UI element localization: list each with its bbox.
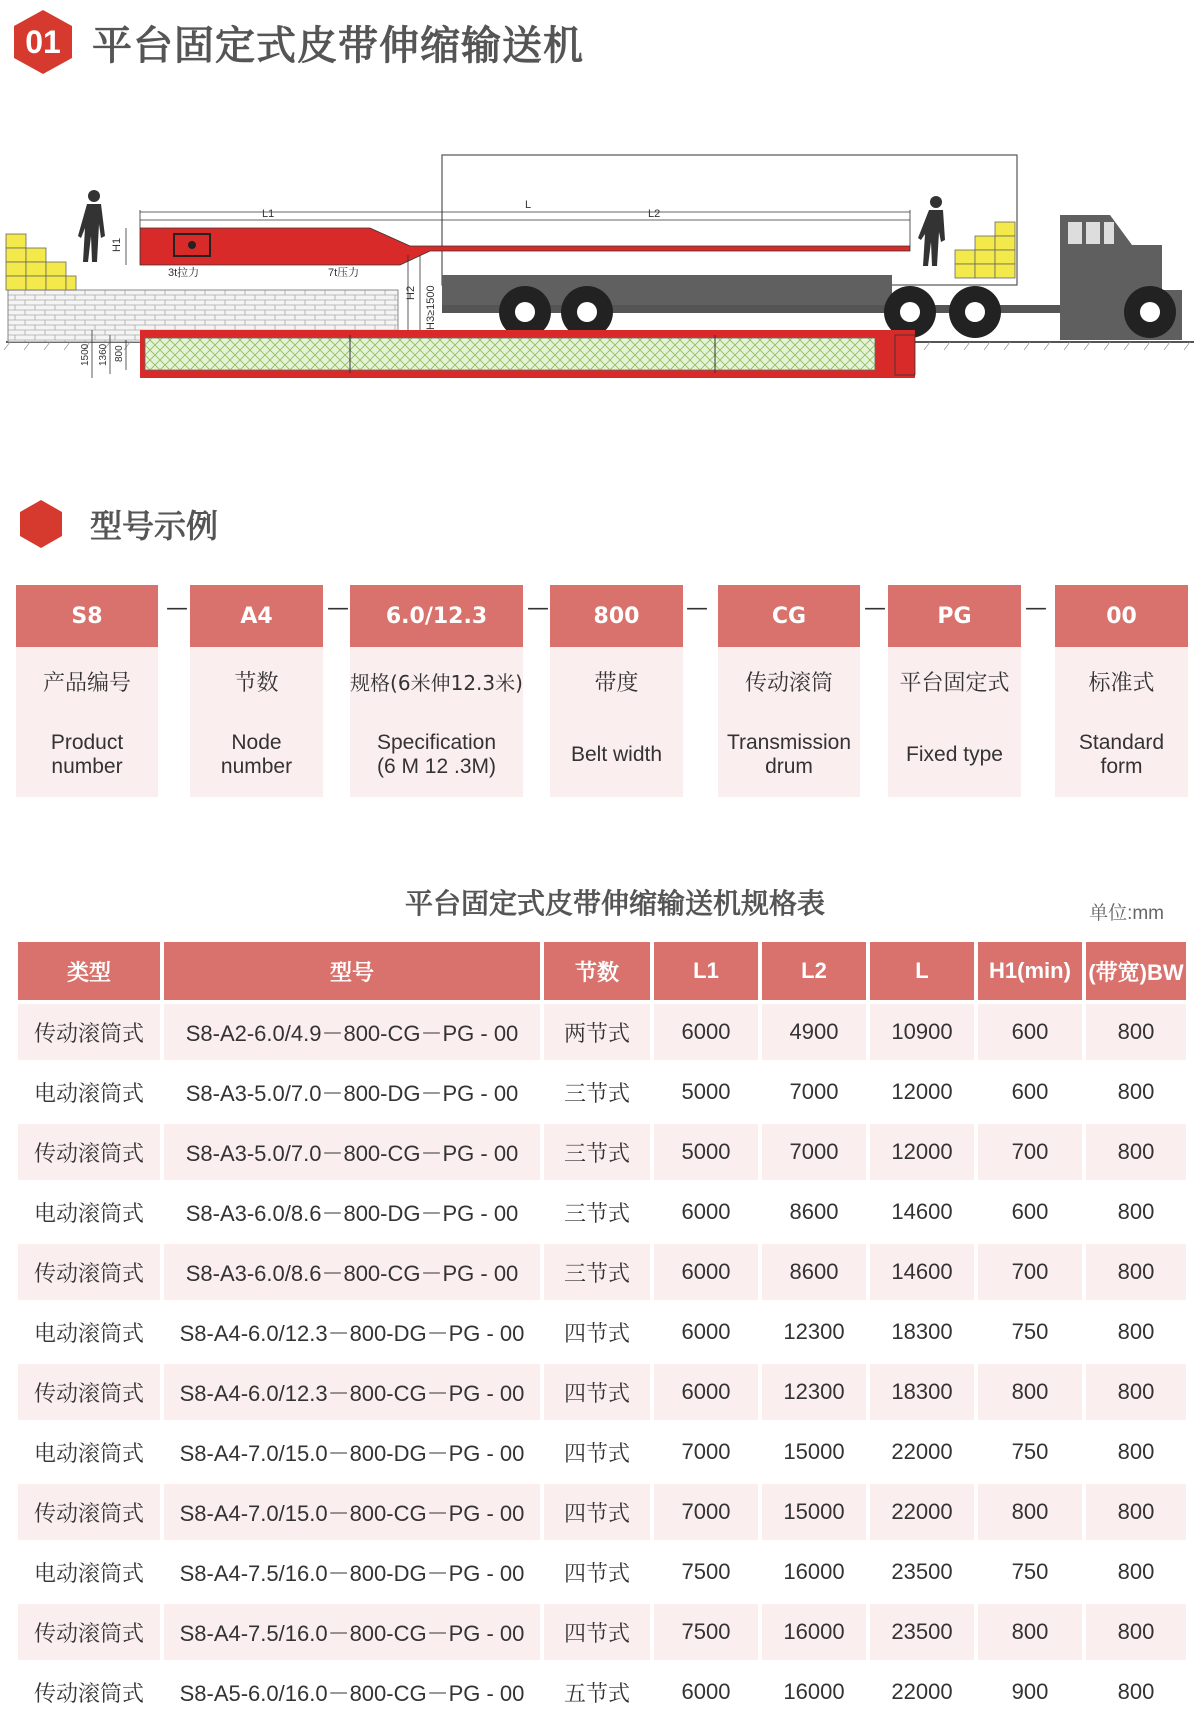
model-part-cg [718,585,860,797]
model-part-a4 [190,585,323,797]
force-label-3t: 3t拉力 [168,267,200,279]
column-header: (带宽)BW [1086,942,1186,1000]
dim-label-1500: 1500 [80,343,91,366]
table-cell: 6000 [654,1184,758,1240]
table-cell: 7000 [762,1064,866,1120]
table-cell: 16000 [762,1664,866,1720]
table-cell: 传动滚筒式 [18,1124,160,1180]
table-row [18,1184,1186,1240]
table-cell: 12300 [762,1364,866,1420]
model-cn-label: 标准式 [1088,670,1155,696]
table-cell: S8-A4-6.0/12.3－800-DG－PG - 00 [164,1304,540,1360]
table-cell: 6000 [654,1364,758,1420]
dim-label-1360: 1360 [98,343,109,366]
model-code: S8 [16,585,158,647]
model-code: A4 [190,585,323,647]
hexagon-icon [18,498,64,550]
table-cell: S8-A3-5.0/7.0－800-CG－PG - 00 [164,1124,540,1180]
table-row [18,1364,1186,1420]
table-cell: 12300 [762,1304,866,1360]
table-cell: 800 [1086,1004,1186,1060]
table-cell: 18300 [870,1304,974,1360]
table-cell: S8-A5-6.0/16.0－800-CG－PG - 00 [164,1664,540,1720]
section-number-badge [12,8,74,76]
table-cell: 800 [1086,1424,1186,1480]
table-cell: 7000 [654,1424,758,1480]
model-cn-label: 节数 [234,670,279,696]
table-cell: 22000 [870,1424,974,1480]
model-cn-label: 传动滚筒 [744,670,833,696]
model-part-800 [550,585,683,797]
model-cn-label: 规格(6米伸12.3米) [350,670,523,695]
table-cell: 传动滚筒式 [18,1004,160,1060]
table-cell: 三节式 [544,1064,650,1120]
table-row [18,1304,1186,1360]
page-header [12,6,584,78]
model-code: 00 [1055,585,1188,647]
table-cell: 7500 [654,1604,758,1660]
table-cell: 800 [1086,1244,1186,1300]
model-cn-label: 平台固定式 [899,670,1010,696]
separator-dash: — [1025,596,1047,621]
column-header: L2 [762,942,866,1000]
table-cell: 四节式 [544,1424,650,1480]
table-cell: 三节式 [544,1184,650,1240]
table-row [18,1544,1186,1600]
table-cell: 700 [978,1124,1082,1180]
dim-label-h2: H2 [405,285,417,300]
table-cell: 800 [1086,1064,1186,1120]
table-cell: 四节式 [544,1364,650,1420]
model-code: CG [718,585,860,647]
model-part-s8 [16,585,158,797]
table-cell: 800 [978,1364,1082,1420]
dim-label-l1: L1 [262,208,275,220]
table-cell: 700 [978,1244,1082,1300]
table-cell: 三节式 [544,1244,650,1300]
table-cell: 22000 [870,1484,974,1540]
table-cell: 6000 [654,1304,758,1360]
table-cell: 10900 [870,1004,974,1060]
spec-table [14,938,1190,1724]
table-cell: 15000 [762,1424,866,1480]
table-cell: 750 [978,1304,1082,1360]
table-row [18,1664,1186,1720]
column-header: 类型 [18,942,160,1000]
column-header: L1 [654,942,758,1000]
table-row [18,1064,1186,1120]
model-cn-label: 带度 [594,670,639,696]
table-cell: 电动滚筒式 [18,1304,160,1360]
table-cell: 750 [978,1544,1082,1600]
model-en-label: Node number [220,731,293,778]
column-header: H1(min) [978,942,1082,1000]
model-en-label: Belt width [570,743,663,766]
spec-table-title: 平台固定式皮带伸缩输送机规格表 [404,887,825,920]
table-cell: 600 [978,1004,1082,1060]
table-cell: 三节式 [544,1124,650,1180]
table-cell: 800 [1086,1484,1186,1540]
table-cell: 600 [978,1184,1082,1240]
table-cell: 6000 [654,1244,758,1300]
separator-dash: — [327,596,349,621]
column-header: 型号 [164,942,540,1000]
column-header: L [870,942,974,1000]
table-cell: 7000 [762,1124,866,1180]
unit-label: 单位:mm [1089,903,1164,924]
table-row [18,1424,1186,1480]
model-example-header [18,496,218,552]
table-header-row [18,942,1186,1000]
table-cell: 电动滚筒式 [18,1424,160,1480]
table-cell: 800 [1086,1124,1186,1180]
table-cell: 16000 [762,1544,866,1600]
table-cell: 14600 [870,1244,974,1300]
table-cell: 800 [1086,1304,1186,1360]
model-code: 6.0/12.3 [350,585,523,647]
separator-dash: — [864,596,886,621]
force-label-7t: 7t压力 [328,267,360,279]
dim-label-h1: H1 [111,237,123,252]
table-cell: 传动滚筒式 [18,1364,160,1420]
table-cell: S8-A3-6.0/8.6－800-CG－PG - 00 [164,1244,540,1300]
table-row [18,1604,1186,1660]
table-cell: 6000 [654,1664,758,1720]
table-cell: 600 [978,1064,1082,1120]
table-cell: 5000 [654,1064,758,1120]
table-cell: 8600 [762,1184,866,1240]
dim-label-800: 800 [114,345,125,362]
table-cell: 18300 [870,1364,974,1420]
table-cell: 电动滚筒式 [18,1064,160,1120]
table-cell: 12000 [870,1064,974,1120]
table-cell: 传动滚筒式 [18,1484,160,1540]
table-cell: 电动滚筒式 [18,1544,160,1600]
table-cell: S8-A4-6.0/12.3－800-CG－PG - 00 [164,1364,540,1420]
table-cell: S8-A4-7.5/16.0－800-CG－PG - 00 [164,1604,540,1660]
table-cell: S8-A3-5.0/7.0－800-DG－PG - 00 [164,1064,540,1120]
table-cell: 16000 [762,1604,866,1660]
model-code: PG [888,585,1021,647]
table-cell: 800 [1086,1544,1186,1600]
table-cell: 8600 [762,1244,866,1300]
model-en-label: Fixed type [906,743,1003,766]
separator-dash: — [527,596,549,621]
table-cell: 22000 [870,1664,974,1720]
model-en-label: Specification (6 M 12 .3M) [376,731,497,778]
model-part-00 [1055,585,1188,797]
table-row [18,1484,1186,1540]
table-cell: 7500 [654,1544,758,1600]
separator-dash: — [686,596,708,621]
table-cell: 两节式 [544,1004,650,1060]
table-cell: S8-A3-6.0/8.6－800-DG－PG - 00 [164,1184,540,1240]
table-cell: 6000 [654,1004,758,1060]
table-cell: 800 [978,1484,1082,1540]
table-cell: 23500 [870,1604,974,1660]
table-cell: 7000 [654,1484,758,1540]
table-cell: 800 [1086,1364,1186,1420]
table-cell: 800 [1086,1604,1186,1660]
separator-dash: — [166,596,188,621]
table-cell: 5000 [654,1124,758,1180]
table-row [18,1124,1186,1180]
section-number: 01 [25,23,61,60]
table-body [18,1004,1186,1720]
table-cell: 800 [1086,1664,1186,1720]
table-cell: 800 [1086,1184,1186,1240]
conveyor-truck-illustration [0,130,1200,430]
table-cell: 12000 [870,1124,974,1180]
table-cell: S8-A4-7.0/15.0－800-CG－PG - 00 [164,1484,540,1540]
table-cell: S8-A4-7.0/15.0－800-DG－PG - 00 [164,1424,540,1480]
table-cell: 14600 [870,1184,974,1240]
dim-label-h3: H3≥1500 [425,285,437,330]
table-cell: 15000 [762,1484,866,1540]
page-title: 平台固定式皮带伸缩输送机 [92,22,584,69]
model-part-pg [888,585,1021,797]
dim-label-l: L [525,199,532,211]
table-cell: 800 [978,1604,1082,1660]
table-cell: 传动滚筒式 [18,1664,160,1720]
table-row [18,1004,1186,1060]
table-cell: 四节式 [544,1544,650,1600]
table-cell: 电动滚筒式 [18,1184,160,1240]
dim-label-l2: L2 [648,208,661,220]
column-header: 节数 [544,942,650,1000]
table-cell: 四节式 [544,1604,650,1660]
model-cn-label: 产品编号 [42,670,131,696]
model-part-spec [350,585,523,797]
table-cell: 750 [978,1424,1082,1480]
table-row [18,1244,1186,1300]
section-title: 型号示例 [90,507,219,545]
model-en-label: Product number [50,731,124,778]
model-en-label: Transmission drum [726,731,852,778]
model-code: 800 [550,585,683,647]
table-cell: 传动滚筒式 [18,1244,160,1300]
table-cell: S8-A4-7.5/16.0－800-DG－PG - 00 [164,1544,540,1600]
table-cell: 23500 [870,1544,974,1600]
model-en-label: Standard form [1078,731,1165,778]
table-cell: 4900 [762,1004,866,1060]
table-cell: 传动滚筒式 [18,1604,160,1660]
table-cell: 四节式 [544,1484,650,1540]
table-cell: 四节式 [544,1304,650,1360]
table-cell: 900 [978,1664,1082,1720]
table-cell: 五节式 [544,1664,650,1720]
table-cell: S8-A2-6.0/4.9－800-CG－PG - 00 [164,1004,540,1060]
